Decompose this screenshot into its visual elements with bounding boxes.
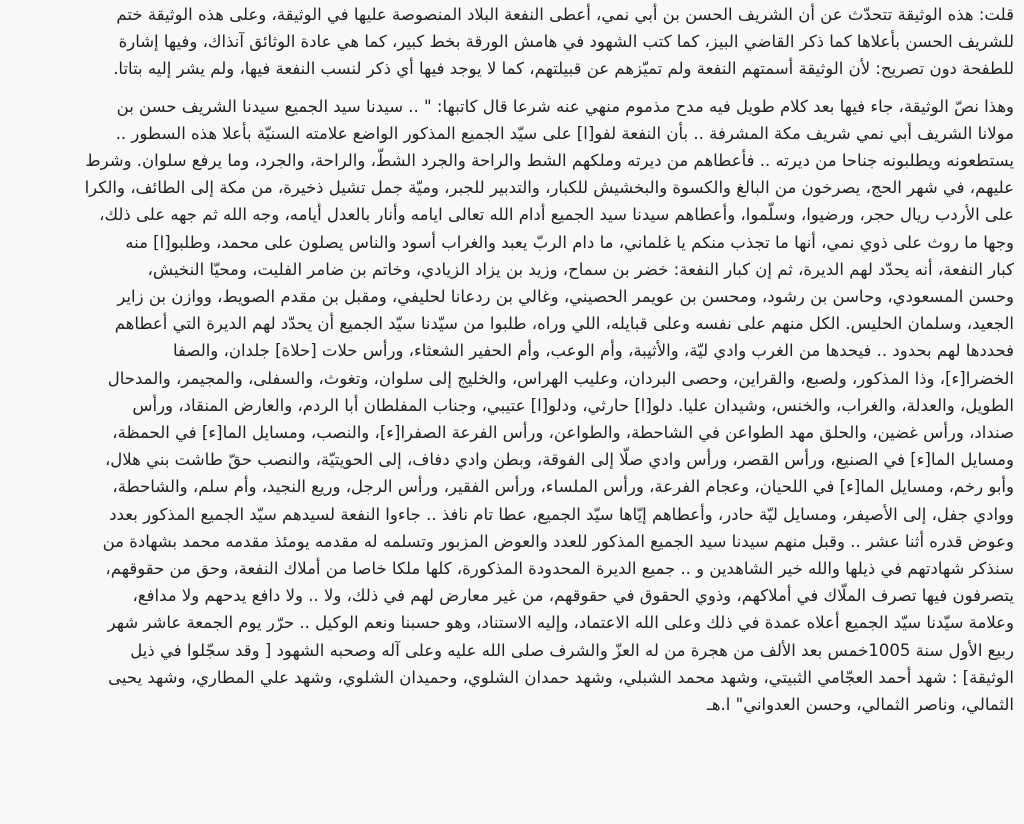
text-line: قلت: هذه الوثيقة تتحدّث عن أن الشريف الحسن بن أبي نمي، أعطى النفعة البلاد المنصوصة عليها في الوثيقة، وعلى هذه الوثيقة ختم [116, 5, 1014, 24]
text-line: فحددها لهم بحدود .. فيحدها من الغرب وادي ليّة، والأثيبة، وأم الوعب، وأم الحفير الشعثاء، ورأس حلات [حلاة] جلدان، والصفا [173, 341, 1014, 361]
text-line: وعوض قدره أثنا عشر .. وقبل منهم سيدنا سيد الجميع المذكور للعدد والعوض المزبور وتسلمه له مقدمه يومئذ مقدمه محمد بشهادة من [102, 531, 1014, 551]
text-line: ربيع الأول سنة 1005خمس بعد الألف من هجرة من له العزّ والشرف صلى الله عليه وعلى آله وصحبه الشهود [ وقد سجّلوا في ذيل [130, 640, 1014, 660]
text-line: الطويل، والعدلة، والغراب، والخنس، وشيدان عليا. دلو[ا] حارثي، ودلو[ا] عتيبي، وجناب المفلطان أبا الردم، والعارض المنقاد، ورأس [132, 395, 1014, 415]
document-text-paragraph [10, 93, 1014, 719]
text-line: الوثيقة] : شهد أحمد العجّامي الثبيتي، وشهد محمد الشبلي، وشهد حمدان الشلوي، وحميدان الشلوي، وشهد علي المطاري، وشهد يحيى [108, 667, 1014, 687]
text-line: يستطعونه ويطلبونه جناحا من ديرته .. فأعطاهم من ديرته وملكهم الشط والراحة والجرد الشطّ، والراحة، والجرد، وما يرفع سلوان. وشرط [85, 151, 1014, 171]
text-line: وجها ما روث على ذوي نمي، أنها ما تجذب منكم يا غلماني، ما دام الربّ يعبد والغراب أسود والناس يصلون على محمد، وطلبو[ا] منه [125, 232, 1014, 252]
text-line: عليهم، في شهر الحج، يصرخون من البالغ والكسوة والبخشيش للكبار، والتدبير للجبر، وميّة جمل تشيل ذخيرة، من مكة إلى الطائف، والكرا [84, 178, 1014, 198]
text-line: سنذكر شهادتهم في ذيلها والله خير الشاهدين و .. جميع الديرة المحدودة المذكورة، كلها ملكا خاصا من أملاك النفعة، وحق من حقوقهم، [105, 559, 1014, 579]
text-line: الثمالي، وناصر الثمالي، وحسن العدواني" ا.هـ [707, 695, 1014, 715]
text-line: كبار النفعة، أنه يحدّد لهم الديرة، ثم إن كبار النفعة: خضر بن سماح، وزيد بن يزاد الزيادي، وخاتم بن ضامر الفليت، ومحيّا النخيش، [147, 259, 1014, 279]
text-line: للطفحة دون تصريح: لأن الوثيقة أسمتهم النفعة ولم تميّزهم عن قبيلتهم، كما لا يوجد فيها أي ذكر لنسب النفعة فيها، ولم يشر إليه بتاتا. [113, 59, 1014, 79]
text-line: صنداد، ورأس غضين، والحلق مهد الطواعن في الشاحطة، والطواعن، ورأس الفرعة الصفرا[ء]، والنصب، ومسايل الما[ء] في الحمظة، [112, 423, 1014, 443]
text-line: وهذا نصّ الوثيقة، جاء فيها بعد كلام طويل فيه مدح مذموم منهي عنه شرعا قال كاتبها: " .. سيدنا سيد الجميع سيدنا الشريف حسن بن [116, 96, 1014, 116]
text-line: ومسايل الما[ء] في الصنيع، ورأس القصر، ورأس وادي صلّا إلى الفوقة، وبطن وادي دفاف، إلى الحويتيّة، والنصب حقّ طاشت بني هلال، [104, 450, 1014, 470]
text-line: الخضرا[ء]، وذا المذكور، ولصبع، والقراين، وحصى البردان، وعليب الهراس، والخليج إلى سلوان، وتغوث، والسفلى، والمجيمر، والمدحال [107, 368, 1014, 388]
text-line: ووادي جفل، إلى الأصيفر، ومسايل ليّة حادر، وأعطاهم إيّاها سيّد الجميع، عطا تام نافذ .. جاءوا النفعة لسيدهم سيّد الجميع المذكور بعدد [109, 504, 1014, 524]
text-line: يتصرفون فيها تصرف الملّاك في أملاكهم، وذوي الحقوق في حقوقهم، من غير معارض لهم في ذلك، ولا .. ولا دافع يدحهم ولا مدافع، [132, 586, 1014, 606]
text-line: وعلامة سيّدنا سيّد الجميع أعلاه عمدة في ذلك وعلى الله الاعتماد، وإليه الاستناد، وهو حسبنا ونعم الوكيل .. حرّر يوم الجمعة عاشر شهر [107, 613, 1014, 633]
text-line: للشريف الحسن بأعلاها كما ذكر القاضي البيز، كما كتب الشهود في هامش الورقة بخط كبير، كما هي عادة الوثائق آنذاك، وفيها إشارة [118, 32, 1014, 52]
text-line: وأبو رخم، ومسايل الما[ء] في اللحيان، وعجام الفرعة، ورأس الملساء، ورأس الفقير، ورأس الرجل، وريع النجيد، وأم سلم، والشاحطة، [112, 477, 1014, 497]
text-line: مولانا الشريف أبي نمي شريف مكة المشرفة .. بأن النفعة لفو[ا] على سيّد الجميع المذكور الواضع علامته السنيّة بأعلا هذه السطور .. [115, 123, 1014, 143]
text-line: الجعيد، وسلمان الحليس. الكل منهم على نفسه وعلى قبايله، اللي وراه، طلبوا من سيّدنا سيّد الجميع أن يحدّد لهم الديرة التي أعطاهم [114, 314, 1014, 334]
intro-paragraph [10, 1, 1014, 83]
text-line: على الأردب ريال حجر، ورضيوا، وسلّموا، وأعطاهم سيدنا سيد الجميع أدام الله تعالى ايامه وأنار بالعدل أيامه، وجه الله ثم جهه على ذلك، [99, 205, 1014, 225]
text-line: وحسن المسعودي، وحاسن بن رشود، ومحسن بن عويمر الحصيني، وغالي بن ردعانا لحليفي، ومقبل بن مقدم الصويط، ووازن بن زاير [117, 287, 1014, 307]
